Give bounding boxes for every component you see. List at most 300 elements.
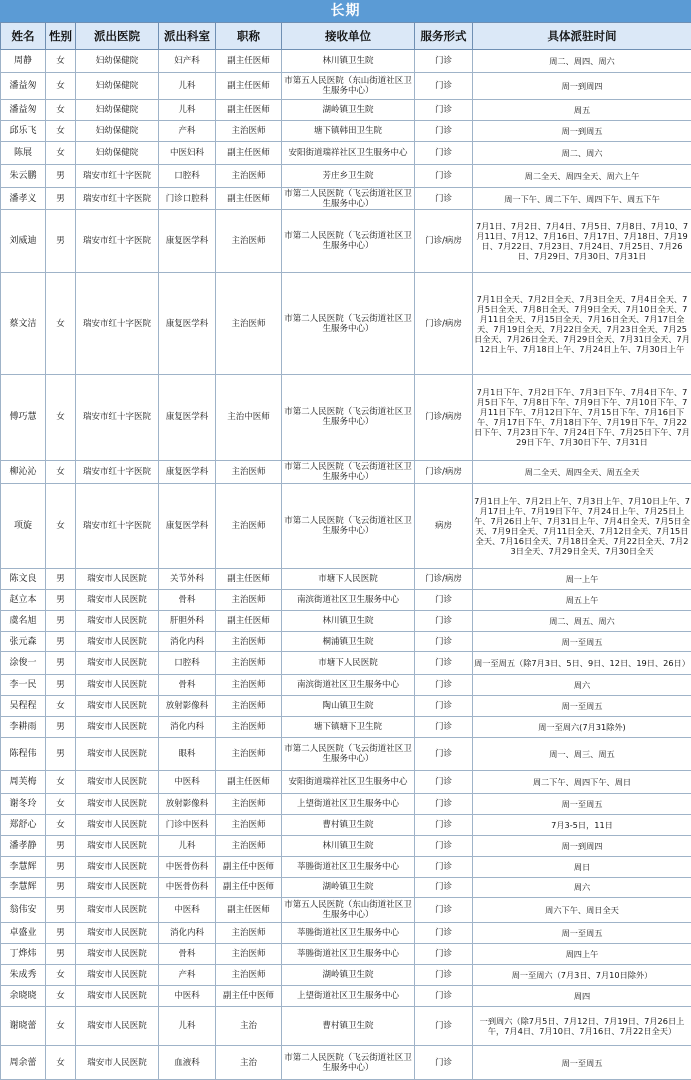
cell-title: 副主任医师	[216, 898, 282, 923]
cell-department: 中医妇科	[159, 141, 216, 164]
cell-name: 涂俊一	[1, 652, 46, 675]
cell-schedule: 一到周六（除7月5日、7月12日、7月19日、7月26日上午，7月4日、7月10日、7月16日、7月22日全天）	[473, 1006, 691, 1046]
cell-service-form: 门诊	[415, 771, 473, 794]
table-row	[1, 1046, 691, 1080]
cell-gender: 女	[46, 985, 76, 1006]
cell-gender: 男	[46, 164, 76, 187]
cell-department: 中医骨伤科	[159, 856, 216, 877]
cell-schedule: 周一到周四	[473, 835, 691, 856]
cell-gender: 男	[46, 210, 76, 273]
cell-hospital: 瑞安市人民医院	[76, 652, 159, 675]
cell-title: 主治医师	[216, 944, 282, 965]
cell-title: 主治中医师	[216, 375, 282, 460]
cell-title: 主治医师	[216, 696, 282, 717]
cell-gender: 男	[46, 898, 76, 923]
cell-hospital: 瑞安市红十字医院	[76, 375, 159, 460]
cell-title: 主治医师	[216, 120, 282, 141]
table-row	[1, 944, 691, 965]
cell-department: 儿科	[159, 835, 216, 856]
cell-hospital: 瑞安市人民医院	[76, 1006, 159, 1046]
cell-title: 主治医师	[216, 652, 282, 675]
cell-name: 丁烨炜	[1, 944, 46, 965]
cell-receiving-unit: 林川镇卫生院	[282, 50, 415, 73]
cell-name: 李一民	[1, 675, 46, 696]
cell-gender: 男	[46, 944, 76, 965]
cell-schedule: 周一上午	[473, 569, 691, 590]
cell-receiving-unit: 安阳街道瑞祥社区卫生服务中心	[282, 771, 415, 794]
cell-schedule: 周二全天、周四全天、周六上午	[473, 164, 691, 187]
table-row	[1, 985, 691, 1006]
cell-name: 郑舒心	[1, 815, 46, 836]
cell-name: 谢晓蕾	[1, 1006, 46, 1046]
table-row	[1, 100, 691, 121]
cell-service-form: 门诊	[415, 815, 473, 836]
cell-hospital: 瑞安市人民医院	[76, 985, 159, 1006]
cell-receiving-unit: 莘塍街道社区卫生服务中心	[282, 856, 415, 877]
cell-title: 副主任医师	[216, 569, 282, 590]
cell-receiving-unit: 塘下镇塘下卫生院	[282, 717, 415, 738]
cell-receiving-unit: 市塘下人民医院	[282, 569, 415, 590]
cell-receiving-unit: 市塘下人民医院	[282, 652, 415, 675]
cell-hospital: 瑞安市人民医院	[76, 923, 159, 944]
cell-gender: 女	[46, 1046, 76, 1080]
table-row	[1, 717, 691, 738]
table-title: 长期	[0, 0, 691, 22]
cell-schedule: 周一至周五	[473, 696, 691, 717]
cell-hospital: 瑞安市人民医院	[76, 898, 159, 923]
cell-name: 刘威迪	[1, 210, 46, 273]
cell-name: 陈文良	[1, 569, 46, 590]
cell-receiving-unit: 市第二人民医院（飞云街道社区卫生服务中心）	[282, 375, 415, 460]
cell-gender: 女	[46, 273, 76, 375]
cell-service-form: 门诊	[415, 187, 473, 210]
cell-department: 口腔科	[159, 164, 216, 187]
header-receiving-unit: 接收单位	[282, 23, 415, 50]
cell-receiving-unit: 安阳街道瑞祥社区卫生服务中心	[282, 141, 415, 164]
cell-gender: 女	[46, 50, 76, 73]
cell-hospital: 瑞安市人民医院	[76, 794, 159, 815]
cell-service-form: 门诊/病房	[415, 273, 473, 375]
cell-department: 康复医学科	[159, 375, 216, 460]
cell-department: 消化内科	[159, 717, 216, 738]
cell-department: 肝胆外科	[159, 610, 216, 631]
table-row	[1, 898, 691, 923]
cell-name: 吴程程	[1, 696, 46, 717]
header-title: 职称	[216, 23, 282, 50]
cell-schedule: 周一至周六（7月3日、7月10日除外）	[473, 965, 691, 986]
table-row	[1, 569, 691, 590]
table-row	[1, 610, 691, 631]
cell-department: 消化内科	[159, 631, 216, 652]
table-row	[1, 856, 691, 877]
cell-name: 虞名旭	[1, 610, 46, 631]
cell-title: 主治医师	[216, 717, 282, 738]
table-row	[1, 631, 691, 652]
cell-hospital: 妇幼保健院	[76, 141, 159, 164]
cell-title: 副主任医师	[216, 610, 282, 631]
cell-title: 主治医师	[216, 675, 282, 696]
cell-gender: 女	[46, 1006, 76, 1046]
header-hospital: 派出医院	[76, 23, 159, 50]
table-row	[1, 141, 691, 164]
cell-department: 产科	[159, 120, 216, 141]
cell-hospital: 瑞安市人民医院	[76, 877, 159, 898]
cell-gender: 男	[46, 631, 76, 652]
table-row	[1, 815, 691, 836]
table-row	[1, 1006, 691, 1046]
cell-service-form: 门诊	[415, 737, 473, 770]
cell-schedule: 7月1日上午、7月2日上午、7月3日上午、7月10日上午、7月17日上午、7月19日下午、7月24日上午、7月25日上午、7月26日上午、7月31日上午、7月4日全天、7月5日全天、7月9日全天、7月11日全天、7月12日全天、7月15日全天、7月16日全天、7月18日全天、7月22日全天、7月23日全天、7月29日全天、7月30日全天	[473, 483, 691, 568]
table-row	[1, 460, 691, 483]
cell-receiving-unit: 湖岭镇卫生院	[282, 877, 415, 898]
cell-gender: 男	[46, 717, 76, 738]
cell-service-form: 门诊	[415, 944, 473, 965]
cell-hospital: 瑞安市人民医院	[76, 737, 159, 770]
cell-service-form: 门诊	[415, 652, 473, 675]
cell-hospital: 妇幼保健院	[76, 50, 159, 73]
cell-name: 陈展	[1, 141, 46, 164]
cell-gender: 男	[46, 589, 76, 610]
cell-receiving-unit: 曹村镇卫生院	[282, 1006, 415, 1046]
cell-name: 李慧辉	[1, 877, 46, 898]
cell-schedule: 7月1日、7月2日、7月4日、7月5日、7月8日、7月10、7月11日、7月12、7月16日、7月17日、7月18日、7月19日、7月22日、7月23日、7月24日、7月25日、7月26日、7月29日、7月30日、7月31日	[473, 210, 691, 273]
cell-service-form: 门诊	[415, 794, 473, 815]
cell-receiving-unit: 市第二人民医院（飞云街道社区卫生服务中心）	[282, 187, 415, 210]
cell-schedule: 周五	[473, 100, 691, 121]
cell-department: 骨科	[159, 589, 216, 610]
cell-title: 主治医师	[216, 815, 282, 836]
table-body	[1, 50, 691, 1080]
cell-hospital: 瑞安市人民医院	[76, 815, 159, 836]
table-row	[1, 589, 691, 610]
cell-hospital: 瑞安市红十字医院	[76, 273, 159, 375]
cell-name: 周余蕾	[1, 1046, 46, 1080]
cell-schedule: 周四上午	[473, 944, 691, 965]
cell-receiving-unit: 林川镇卫生院	[282, 610, 415, 631]
table-row	[1, 696, 691, 717]
cell-name: 李慧辉	[1, 856, 46, 877]
cell-gender: 女	[46, 794, 76, 815]
cell-department: 儿科	[159, 100, 216, 121]
cell-schedule: 周二、周四、周六	[473, 50, 691, 73]
cell-service-form: 病房	[415, 483, 473, 568]
cell-schedule: 周六	[473, 877, 691, 898]
cell-schedule: 周一、周三、周五	[473, 737, 691, 770]
cell-gender: 女	[46, 100, 76, 121]
cell-service-form: 门诊	[415, 675, 473, 696]
table-row	[1, 483, 691, 568]
cell-name: 潘孝静	[1, 835, 46, 856]
cell-gender: 男	[46, 675, 76, 696]
cell-hospital: 瑞安市红十字医院	[76, 483, 159, 568]
cell-title: 主治	[216, 1006, 282, 1046]
cell-title: 主治医师	[216, 460, 282, 483]
header-gender: 性别	[46, 23, 76, 50]
cell-service-form: 门诊	[415, 835, 473, 856]
cell-service-form: 门诊	[415, 898, 473, 923]
table-row	[1, 652, 691, 675]
table-row	[1, 187, 691, 210]
cell-hospital: 瑞安市红十字医院	[76, 460, 159, 483]
table-row	[1, 164, 691, 187]
cell-schedule: 周五上午	[473, 589, 691, 610]
cell-title: 副主任中医师	[216, 877, 282, 898]
cell-service-form: 门诊	[415, 1006, 473, 1046]
cell-name: 李耕雨	[1, 717, 46, 738]
cell-department: 血液科	[159, 1046, 216, 1080]
cell-receiving-unit: 市第二人民医院（飞云街道社区卫生服务中心）	[282, 210, 415, 273]
cell-receiving-unit: 桐浦镇卫生院	[282, 631, 415, 652]
cell-gender: 男	[46, 877, 76, 898]
cell-service-form: 门诊	[415, 923, 473, 944]
cell-name: 潘孝义	[1, 187, 46, 210]
table-row	[1, 794, 691, 815]
table-row	[1, 737, 691, 770]
cell-gender: 女	[46, 141, 76, 164]
cell-name: 蔡文洁	[1, 273, 46, 375]
cell-gender: 女	[46, 965, 76, 986]
cell-title: 主治	[216, 1046, 282, 1080]
cell-gender: 女	[46, 815, 76, 836]
cell-department: 放射影像科	[159, 794, 216, 815]
cell-gender: 男	[46, 610, 76, 631]
cell-service-form: 门诊	[415, 856, 473, 877]
cell-gender: 女	[46, 771, 76, 794]
cell-hospital: 瑞安市人民医院	[76, 856, 159, 877]
cell-service-form: 门诊	[415, 50, 473, 73]
cell-name: 张元森	[1, 631, 46, 652]
cell-gender: 女	[46, 483, 76, 568]
table-row	[1, 675, 691, 696]
cell-service-form: 门诊	[415, 696, 473, 717]
cell-title: 主治医师	[216, 631, 282, 652]
cell-schedule: 周六	[473, 675, 691, 696]
cell-department: 康复医学科	[159, 460, 216, 483]
cell-hospital: 瑞安市人民医院	[76, 771, 159, 794]
cell-gender: 男	[46, 856, 76, 877]
cell-title: 副主任医师	[216, 771, 282, 794]
cell-service-form: 门诊	[415, 717, 473, 738]
cell-receiving-unit: 湖岭镇卫生院	[282, 965, 415, 986]
cell-schedule: 周一至周五（除7月3日、5日、9日、12日、19日、26日）	[473, 652, 691, 675]
cell-hospital: 瑞安市人民医院	[76, 589, 159, 610]
table-row	[1, 835, 691, 856]
cell-schedule: 周一至周六(7月31除外)	[473, 717, 691, 738]
cell-department: 康复医学科	[159, 273, 216, 375]
cell-hospital: 瑞安市人民医院	[76, 569, 159, 590]
cell-service-form: 门诊	[415, 120, 473, 141]
cell-receiving-unit: 莘塍街道社区卫生服务中心	[282, 944, 415, 965]
cell-gender: 女	[46, 460, 76, 483]
cell-schedule: 7月3-5日，11日	[473, 815, 691, 836]
table-row	[1, 965, 691, 986]
cell-receiving-unit: 陶山镇卫生院	[282, 696, 415, 717]
cell-receiving-unit: 市第二人民医院（飞云街道社区卫生服务中心）	[282, 273, 415, 375]
cell-department: 口腔科	[159, 652, 216, 675]
cell-service-form: 门诊	[415, 72, 473, 99]
table-row	[1, 877, 691, 898]
cell-schedule: 周六下午、周日全天	[473, 898, 691, 923]
cell-hospital: 瑞安市红十字医院	[76, 210, 159, 273]
cell-receiving-unit: 南滨街道社区卫生服务中心	[282, 675, 415, 696]
cell-hospital: 瑞安市人民医院	[76, 696, 159, 717]
cell-name: 傅巧慧	[1, 375, 46, 460]
cell-service-form: 门诊	[415, 1046, 473, 1080]
cell-hospital: 瑞安市人民医院	[76, 631, 159, 652]
table-row	[1, 50, 691, 73]
cell-gender: 男	[46, 835, 76, 856]
cell-department: 妇产科	[159, 50, 216, 73]
cell-schedule: 周一到周五	[473, 120, 691, 141]
cell-schedule: 周二全天、周四全天、周五全天	[473, 460, 691, 483]
cell-receiving-unit: 市第二人民医院（飞云街道社区卫生服务中心）	[282, 1046, 415, 1080]
cell-service-form: 门诊	[415, 141, 473, 164]
table-row	[1, 375, 691, 460]
cell-title: 主治医师	[216, 737, 282, 770]
cell-hospital: 瑞安市人民医院	[76, 835, 159, 856]
cell-receiving-unit: 湖岭镇卫生院	[282, 100, 415, 121]
cell-schedule: 7月1日下午、7月2日下午、7月3日下午、7月4日下午、7月5日下午、7月8日下午、7月9日下午、7月10日下午、7月11日下午、7月12日下午、7月15日下午、7月16日下午、7月17日下午、7月18日下午、7月19日下午、7月22日下午、7月23日下午、7月24日下午、7月25日下午、7月29日下午、7月30日下午、7月31日	[473, 375, 691, 460]
cell-service-form: 门诊	[415, 610, 473, 631]
cell-schedule: 周二、周五、周六	[473, 610, 691, 631]
cell-hospital: 瑞安市人民医院	[76, 675, 159, 696]
cell-department: 儿科	[159, 1006, 216, 1046]
cell-title: 副主任医师	[216, 50, 282, 73]
cell-department: 康复医学科	[159, 210, 216, 273]
cell-name: 周芙梅	[1, 771, 46, 794]
cell-receiving-unit: 上望街道社区卫生服务中心	[282, 985, 415, 1006]
cell-title: 主治医师	[216, 483, 282, 568]
cell-schedule: 周一到周四	[473, 72, 691, 99]
cell-schedule: 周一至周五	[473, 631, 691, 652]
cell-gender: 女	[46, 375, 76, 460]
cell-hospital: 妇幼保健院	[76, 120, 159, 141]
cell-department: 产科	[159, 965, 216, 986]
cell-hospital: 瑞安市人民医院	[76, 610, 159, 631]
header-name: 姓名	[1, 23, 46, 50]
cell-department: 消化内科	[159, 923, 216, 944]
cell-service-form: 门诊	[415, 100, 473, 121]
cell-gender: 女	[46, 696, 76, 717]
cell-title: 主治医师	[216, 923, 282, 944]
cell-title: 副主任中医师	[216, 856, 282, 877]
cell-name: 邱乐飞	[1, 120, 46, 141]
table-row	[1, 771, 691, 794]
cell-gender: 男	[46, 923, 76, 944]
cell-title: 副主任医师	[216, 72, 282, 99]
cell-gender: 女	[46, 72, 76, 99]
cell-schedule: 7月1日全天、7月2日全天、7月3日全天、7月4日全天、7月5日全天、7月8日全天、7月9日全天、7月10日全天、7月11日全天、7月15日全天、7月16日全天、7月17日全天、7月19日全天、7月22日全天、7月23日全天、7月25日全天、7月26日全天、7月29日全天、7月31日全天、7月12日上午、7月18日上午、7月24日上午、7月30日上午	[473, 273, 691, 375]
cell-department: 骨科	[159, 675, 216, 696]
cell-department: 中医科	[159, 898, 216, 923]
cell-receiving-unit: 南滨街道社区卫生服务中心	[282, 589, 415, 610]
cell-service-form: 门诊/病房	[415, 460, 473, 483]
cell-schedule: 周二、周六	[473, 141, 691, 164]
cell-hospital: 瑞安市红十字医院	[76, 187, 159, 210]
cell-department: 眼科	[159, 737, 216, 770]
cell-name: 潘益匆	[1, 100, 46, 121]
cell-title: 主治医师	[216, 835, 282, 856]
cell-receiving-unit: 市第五人民医院（东山街道社区卫生服务中心）	[282, 72, 415, 99]
cell-title: 主治医师	[216, 164, 282, 187]
cell-name: 柳沁沁	[1, 460, 46, 483]
cell-name: 周静	[1, 50, 46, 73]
cell-service-form: 门诊/病房	[415, 569, 473, 590]
cell-schedule: 周一至周五	[473, 923, 691, 944]
cell-name: 朱成秀	[1, 965, 46, 986]
cell-name: 翁伟安	[1, 898, 46, 923]
cell-hospital: 瑞安市人民医院	[76, 717, 159, 738]
cell-department: 中医科	[159, 985, 216, 1006]
table-row	[1, 273, 691, 375]
cell-department: 关节外科	[159, 569, 216, 590]
header-department: 派出科室	[159, 23, 216, 50]
cell-service-form: 门诊	[415, 164, 473, 187]
cell-title: 副主任医师	[216, 141, 282, 164]
cell-name: 谢冬玲	[1, 794, 46, 815]
cell-name: 朱云鹏	[1, 164, 46, 187]
cell-hospital: 妇幼保健院	[76, 72, 159, 99]
cell-receiving-unit: 芳庄乡卫生院	[282, 164, 415, 187]
cell-receiving-unit: 上望街道社区卫生服务中心	[282, 794, 415, 815]
cell-department: 骨科	[159, 944, 216, 965]
cell-name: 陈程伟	[1, 737, 46, 770]
cell-service-form: 门诊/病房	[415, 375, 473, 460]
cell-hospital: 妇幼保健院	[76, 100, 159, 121]
cell-schedule: 周日	[473, 856, 691, 877]
cell-gender: 男	[46, 737, 76, 770]
header-row	[1, 23, 691, 50]
cell-department: 门诊口腔科	[159, 187, 216, 210]
cell-service-form: 门诊	[415, 631, 473, 652]
cell-hospital: 瑞安市人民医院	[76, 965, 159, 986]
cell-service-form: 门诊	[415, 877, 473, 898]
cell-gender: 男	[46, 569, 76, 590]
cell-gender: 男	[46, 187, 76, 210]
cell-receiving-unit: 市第五人民医院（东山街道社区卫生服务中心）	[282, 898, 415, 923]
cell-title: 主治医师	[216, 965, 282, 986]
cell-service-form: 门诊	[415, 985, 473, 1006]
cell-title: 主治医师	[216, 210, 282, 273]
cell-gender: 女	[46, 120, 76, 141]
cell-receiving-unit: 林川镇卫生院	[282, 835, 415, 856]
cell-title: 副主任医师	[216, 187, 282, 210]
cell-hospital: 瑞安市红十字医院	[76, 164, 159, 187]
cell-name: 卓盛业	[1, 923, 46, 944]
cell-schedule: 周一下午、周二下午、周四下午、周五下午	[473, 187, 691, 210]
cell-title: 主治医师	[216, 794, 282, 815]
cell-schedule: 周一至周五	[473, 1046, 691, 1080]
cell-hospital: 瑞安市人民医院	[76, 944, 159, 965]
cell-receiving-unit: 市第二人民医院（飞云街道社区卫生服务中心）	[282, 737, 415, 770]
assignment-table	[0, 22, 691, 1080]
cell-department: 中医骨伤科	[159, 877, 216, 898]
cell-title: 副主任中医师	[216, 985, 282, 1006]
cell-department: 康复医学科	[159, 483, 216, 568]
header-schedule: 具体派驻时间	[473, 23, 691, 50]
cell-schedule: 周一至周五	[473, 794, 691, 815]
cell-name: 余晓晓	[1, 985, 46, 1006]
table-row	[1, 72, 691, 99]
cell-receiving-unit: 塘下镇韩田卫生院	[282, 120, 415, 141]
cell-name: 项旋	[1, 483, 46, 568]
header-service-form: 服务形式	[415, 23, 473, 50]
table-row	[1, 210, 691, 273]
cell-department: 门诊中医科	[159, 815, 216, 836]
cell-schedule: 周四	[473, 985, 691, 1006]
cell-department: 放射影像科	[159, 696, 216, 717]
cell-department: 儿科	[159, 72, 216, 99]
